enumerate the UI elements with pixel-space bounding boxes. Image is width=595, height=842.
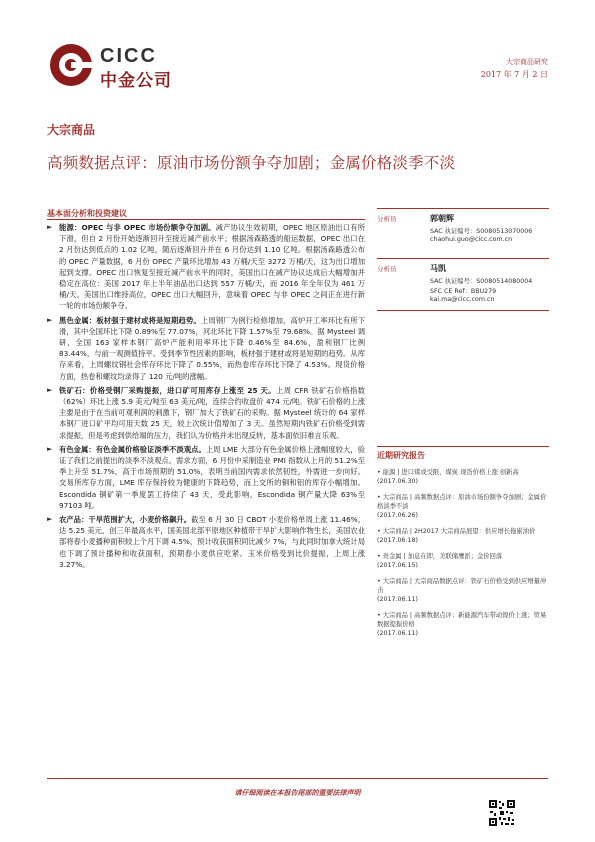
recent-report-date: (2017.06.15) (377, 562, 418, 569)
report-type: 大宗商品研究 (506, 58, 548, 66)
bullet-body: 上周钢厂为例行检修增加，高炉开工率环比有所下滑，其中全国环比下降 0.89%至 77.07%，河北环比下降 1.57%至 79.68%。据 Mysteel 调研，全国 163 家样本钢厂高炉产能利用率环比下降 0.46%至 84.6%，盈利钢厂比例 83.44%，与前一观测值持平。受到季节性因素的影响，板材强于建材或将是短期的趋势。从库存来看，上周螺纹钢社会库存环比下降了 0.55%，而热卷库存环比下降了 4.53%。现货价格方面，热卷和螺纹均录得了 120 元/吨的涨幅。 (59, 315, 366, 381)
key-points-title: 基本面分析和投资建议 (47, 209, 127, 218)
key-points-divider (47, 219, 365, 220)
bullet-marker-icon: ► (47, 444, 53, 453)
bullet-body: 截至 6 月 30 日 CBOT 小麦价格单周上涨 11.46%，达 5.25 美元，创三年最高水平，国美国北部平原地区种植带干旱扩大影响作物生长，美国农业部将春小麦播种面积较上个月下调 4.5%，预计收获面积同比减少 7%，与此同时加拿大统计局也下调了预计播种和收获面积，预期春小麦供应吃紧。玉米价格受到比价提振，上周上涨 3.27%。 (59, 515, 365, 569)
bullet-ferrous (47, 315, 365, 382)
recent-divider (377, 446, 549, 447)
recent-report-item[interactable] (377, 577, 549, 604)
bullet-marker-icon: ► (47, 515, 53, 524)
footer-divider (47, 778, 548, 779)
analyst-divider (377, 208, 549, 209)
company-logo (48, 42, 188, 90)
bullet-body: 减产协议生效初期，OPEC 地区原油出口有所下滑，但自 2 月份开始逐渐回升至接近减产前水平；根据汤森路透的船运数据，OPEC 出口在 2 月份达到低点的 1.02 亿吨，随后逐渐回升并在 6 月份达到 1.10 亿吨。根据汤森路透公布的 OPEC 产量数据，6 月份 OPEC 产量环比增加 43 万桶/天至 3272 万桶/天，这为出口增加起到支撑。OPEC 出口恢复至接近减产前水平的同时，美国出口在减产协议达成后大幅增加并稳定在高位：美国 2017 年上半年油品出口达到 557 万桶/天，而 2016 年全年仅为 461 万桶/天。美国出口维持高位，OPEC 出口大幅回升，意味着 OPEC 与非 OPEC 之间正在进行新一轮的市场份额争夺。 (59, 223, 365, 311)
recent-report-date: (2017.06.11) (377, 630, 418, 637)
bullet-body: 上周 LME 大部分有色金属价格上涨幅度较大，验证了我们之前提出的淡季不淡观点。需求方面，6 月份中采制造业 PMI 指数从上月的 51.2%至季上升至 51.7%，高于市场预期的 51.0%，表明当前国内需求依然韧性，外需进一步向好。交易所库存方面，LME 库存保持较为健康的下降趋势，而上交所的铜和铝的库存小幅增加。Escondida 铜矿第一季度罢工持续了 43 天，受此影响，Escondida 铜产量大降 63%至 97103 吨。 (59, 444, 365, 510)
analyst-name: 马凯 (430, 264, 446, 273)
bullet-agriculture (47, 514, 365, 570)
key-points-list (47, 222, 365, 570)
bullet-lead: 铁矿石：价格受钢厂采购提振，进口矿可用库存上涨至 25 天。 (59, 385, 277, 395)
recent-report-item[interactable] (377, 527, 549, 545)
brand-chinese: 中金公司 (100, 71, 172, 91)
analyst-sac-number: SAC 执证编号：S0080513070006 (430, 228, 533, 235)
analyst-sac-number: SAC 执证编号：S0080514080004 (430, 278, 533, 285)
recent-report-item[interactable] (377, 493, 549, 520)
bullet-body: 上周 CFR 铁矿石价格指数（62%）环比上涨 5.9 美元/吨至 63 美元/吨，连续合约收盘价 474 元/吨。铁矿石价格的上涨主要是由于在当前可观利润的刺激下，钢厂加大了铁矿石的采购。据 Mysteel 统计的 64 家样本钢厂进口矿平均可用天数 25 天，较上次统计值增加了 3 天。虽然短期内铁矿石价格受到需求提振，但是考虑到供给端的压力，我们认为价格并未出现反转，基本面依旧难言乐观。 (59, 385, 365, 440)
recent-report-item[interactable] (377, 552, 549, 570)
recent-reports-list (377, 468, 549, 645)
analyst-name: 郭朝辉 (430, 214, 454, 223)
recent-report-date: (2017.06.26) (377, 512, 418, 519)
analyst-label: 分析员 (377, 215, 397, 223)
analyst-divider (377, 310, 549, 311)
analyst-sfc-ref: SFC CE Ref：BBU279 (430, 288, 497, 295)
recent-report-date: (2017.06.30) (377, 478, 418, 485)
bullet-marker-icon: ► (47, 385, 53, 394)
report-date: 2017 年 7 月 2 日 (480, 70, 548, 79)
analyst-email: chaohui.guo@cicc.com.cn (430, 236, 513, 243)
bullet-lead: 能源：OPEC 与非 OPEC 市场份额争夺加剧。 (59, 223, 216, 232)
analyst-email: kai.ma@cicc.com.cn (430, 296, 495, 303)
recent-report-title: • 大宗商品 | 高频数据点评：原油市场份额争夺加剧；金属价格淡季不淡 (377, 494, 547, 510)
bullet-iron-ore (47, 385, 365, 441)
recent-report-title: • 大宗商品 | 高频数据点评：新能源汽车带动镍价上涨；贸易数据提振价格 (377, 612, 547, 628)
analyst-label: 分析员 (377, 265, 397, 273)
bullet-marker-icon: ► (47, 315, 53, 324)
recent-report-title: • 大宗商品 | 大宗商品数据点评：铁矿石价格受到供应增量冲击 (377, 578, 547, 594)
recent-report-title: • 能源 | 进口煤或受限，煤炭 现货价格上涨 创新高 (377, 469, 519, 476)
recent-report-date: (2017.06.18) (377, 537, 418, 544)
section-label: 大宗商品 (47, 123, 96, 137)
report-headline: 高频数据点评：原油市场份额争夺加剧；金属价格淡季不淡 (47, 154, 456, 172)
recent-report-title: • 贵金属 | 加息在即，美联储鹰派；金价回落 (377, 553, 503, 560)
bullet-nonferrous (47, 444, 365, 511)
recent-reports-title: 近期研究报告 (377, 451, 425, 460)
bullet-lead: 黑色金属：板材强于建材或将是短期趋势。 (59, 315, 201, 325)
legal-disclaimer: 请仔细阅读在本报告尾部的重要法律声明 (234, 789, 361, 797)
recent-report-item[interactable] (377, 611, 549, 638)
qr-code-icon (488, 799, 516, 827)
brand-english: CICC (100, 45, 157, 67)
bullet-lead: 有色金属：有色金属价格验证淡季不淡观点。 (59, 444, 206, 454)
recent-report-title: • 大宗商品 | 2H2017 大宗商品展望：供应增长拖累油价 (377, 528, 536, 535)
analyst-divider (377, 258, 549, 259)
recent-report-item[interactable] (377, 468, 549, 486)
bullet-marker-icon: ► (47, 223, 53, 231)
bullet-lead: 农产品：干旱范围扩大，小麦价格飙升。 (59, 515, 192, 525)
recent-report-date: (2017.06.11) (377, 596, 418, 603)
cicc-logo-icon (48, 42, 94, 88)
bullet-energy (47, 222, 365, 312)
